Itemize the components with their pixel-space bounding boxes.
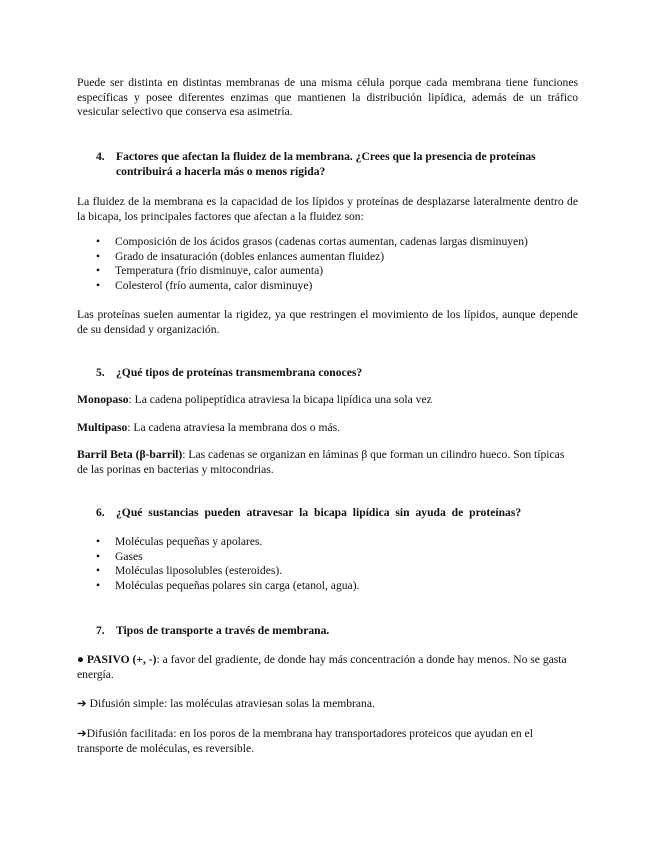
bullet-icon: • (96, 535, 101, 548)
barril-beta-term: Barril Beta (β-barril) (77, 448, 183, 461)
substances-list (96, 535, 578, 593)
bullet-icon: • (96, 278, 101, 292)
list-item: • Moléculas pequeñas polares sin carga (etanol, agua). (96, 578, 360, 592)
monopaso-term: Monopaso (77, 393, 129, 406)
list-item: • Colesterol (frío aumenta, calor disminuye) (96, 278, 313, 292)
question-4-title: Factores que afectan la fluidez de la membrana. ¿Crees que la presencia de proteínas contribuirá a hacerla más o menos rígida? (116, 150, 536, 178)
list-item: • Composición de los ácidos grasos (cadenas cortas aumentan, cadenas largas disminuyen) (96, 235, 528, 248)
question-4-heading (96, 150, 578, 179)
question-5-title: ¿Qué tipos de proteínas transmembrana conoces? (116, 366, 363, 379)
difusion-facilitada-paragraph: ➔Difusión facilitada: en los poros de la membrana hay transportadores proteicos que ayudan en el transporte de moléculas, es reversible. (77, 727, 533, 755)
pasivo-term: ● PASIVO (+, -) (77, 653, 157, 666)
intro-paragraph: Puede ser distinta en distintas membranas de una misma célula porque cada membrana tiene funciones específicas y posee diferentes enzimas que mantienen la distribución lipídica, además de un tráfico vesicular selectivo que conserva esa asimetría. (77, 76, 578, 119)
question-5-heading (96, 366, 578, 381)
pasivo-paragraph: ● PASIVO (+, -): a favor del gradiente, de donde hay más concentración a donde hay menos. No se gasta energía. (77, 653, 567, 681)
bullet-icon: • (96, 264, 101, 278)
multipaso-term: Multipaso (77, 421, 128, 434)
proteins-rigidity-paragraph: Las proteínas suelen aumentar la rigidez, ya que restringen el movimiento de los lípidos, aunque depende de su densidad y organización. (77, 308, 578, 336)
question-6-number: 6. (96, 506, 105, 519)
question-5-number: 5. (96, 366, 105, 379)
barril-beta-definition: Barril Beta (β-barril): Las cadenas se organizan en láminas β que forman un cilindro hueco. Son típicas de las porinas en bacterias y mitocondrias. (77, 448, 565, 476)
bullet-icon: • (96, 249, 101, 263)
list-item: • Temperatura (frío disminuye, calor aumenta) (96, 264, 324, 278)
bullet-icon: • (96, 564, 101, 578)
question-6-heading (96, 506, 578, 521)
list-item: • Grado de insaturación (dobles enlances aumentan fluidez) (96, 249, 385, 263)
question-6-title: ¿Qué sustancias pueden atravesar la bicapa lipídica sin ayuda de proteínas? (116, 506, 522, 519)
question-7-number: 7. (96, 624, 105, 637)
question-7-heading (96, 624, 578, 639)
list-item: • Moléculas pequeñas y apolares. (96, 535, 263, 548)
monopaso-definition: Monopaso: La cadena polipeptídica atraviesa la bicapa lipídica una sola vez (77, 393, 432, 406)
fluidity-factors-list (96, 235, 578, 293)
difusion-simple-paragraph: ➔ Difusión simple: las moléculas atraviesan solas la membrana. (77, 697, 375, 710)
question-4-number: 4. (96, 150, 105, 163)
list-item: • Gases (96, 549, 143, 563)
bullet-icon: • (96, 235, 101, 248)
bullet-icon: • (96, 549, 101, 563)
question-7-title: Tipos de transporte a través de membrana. (116, 624, 330, 637)
list-item: • Moléculas liposolubles (esteroides). (96, 564, 283, 578)
fluidity-paragraph: La fluidez de la membrana es la capacidad de los lípidos y proteínas de desplazarse lateralmente dentro de la bicapa, los principales factores que afectan a la fluidez son: (77, 195, 578, 223)
bullet-icon: • (96, 578, 101, 592)
multipaso-definition: Multipaso: La cadena atraviesa la membrana dos o más. (77, 421, 341, 434)
